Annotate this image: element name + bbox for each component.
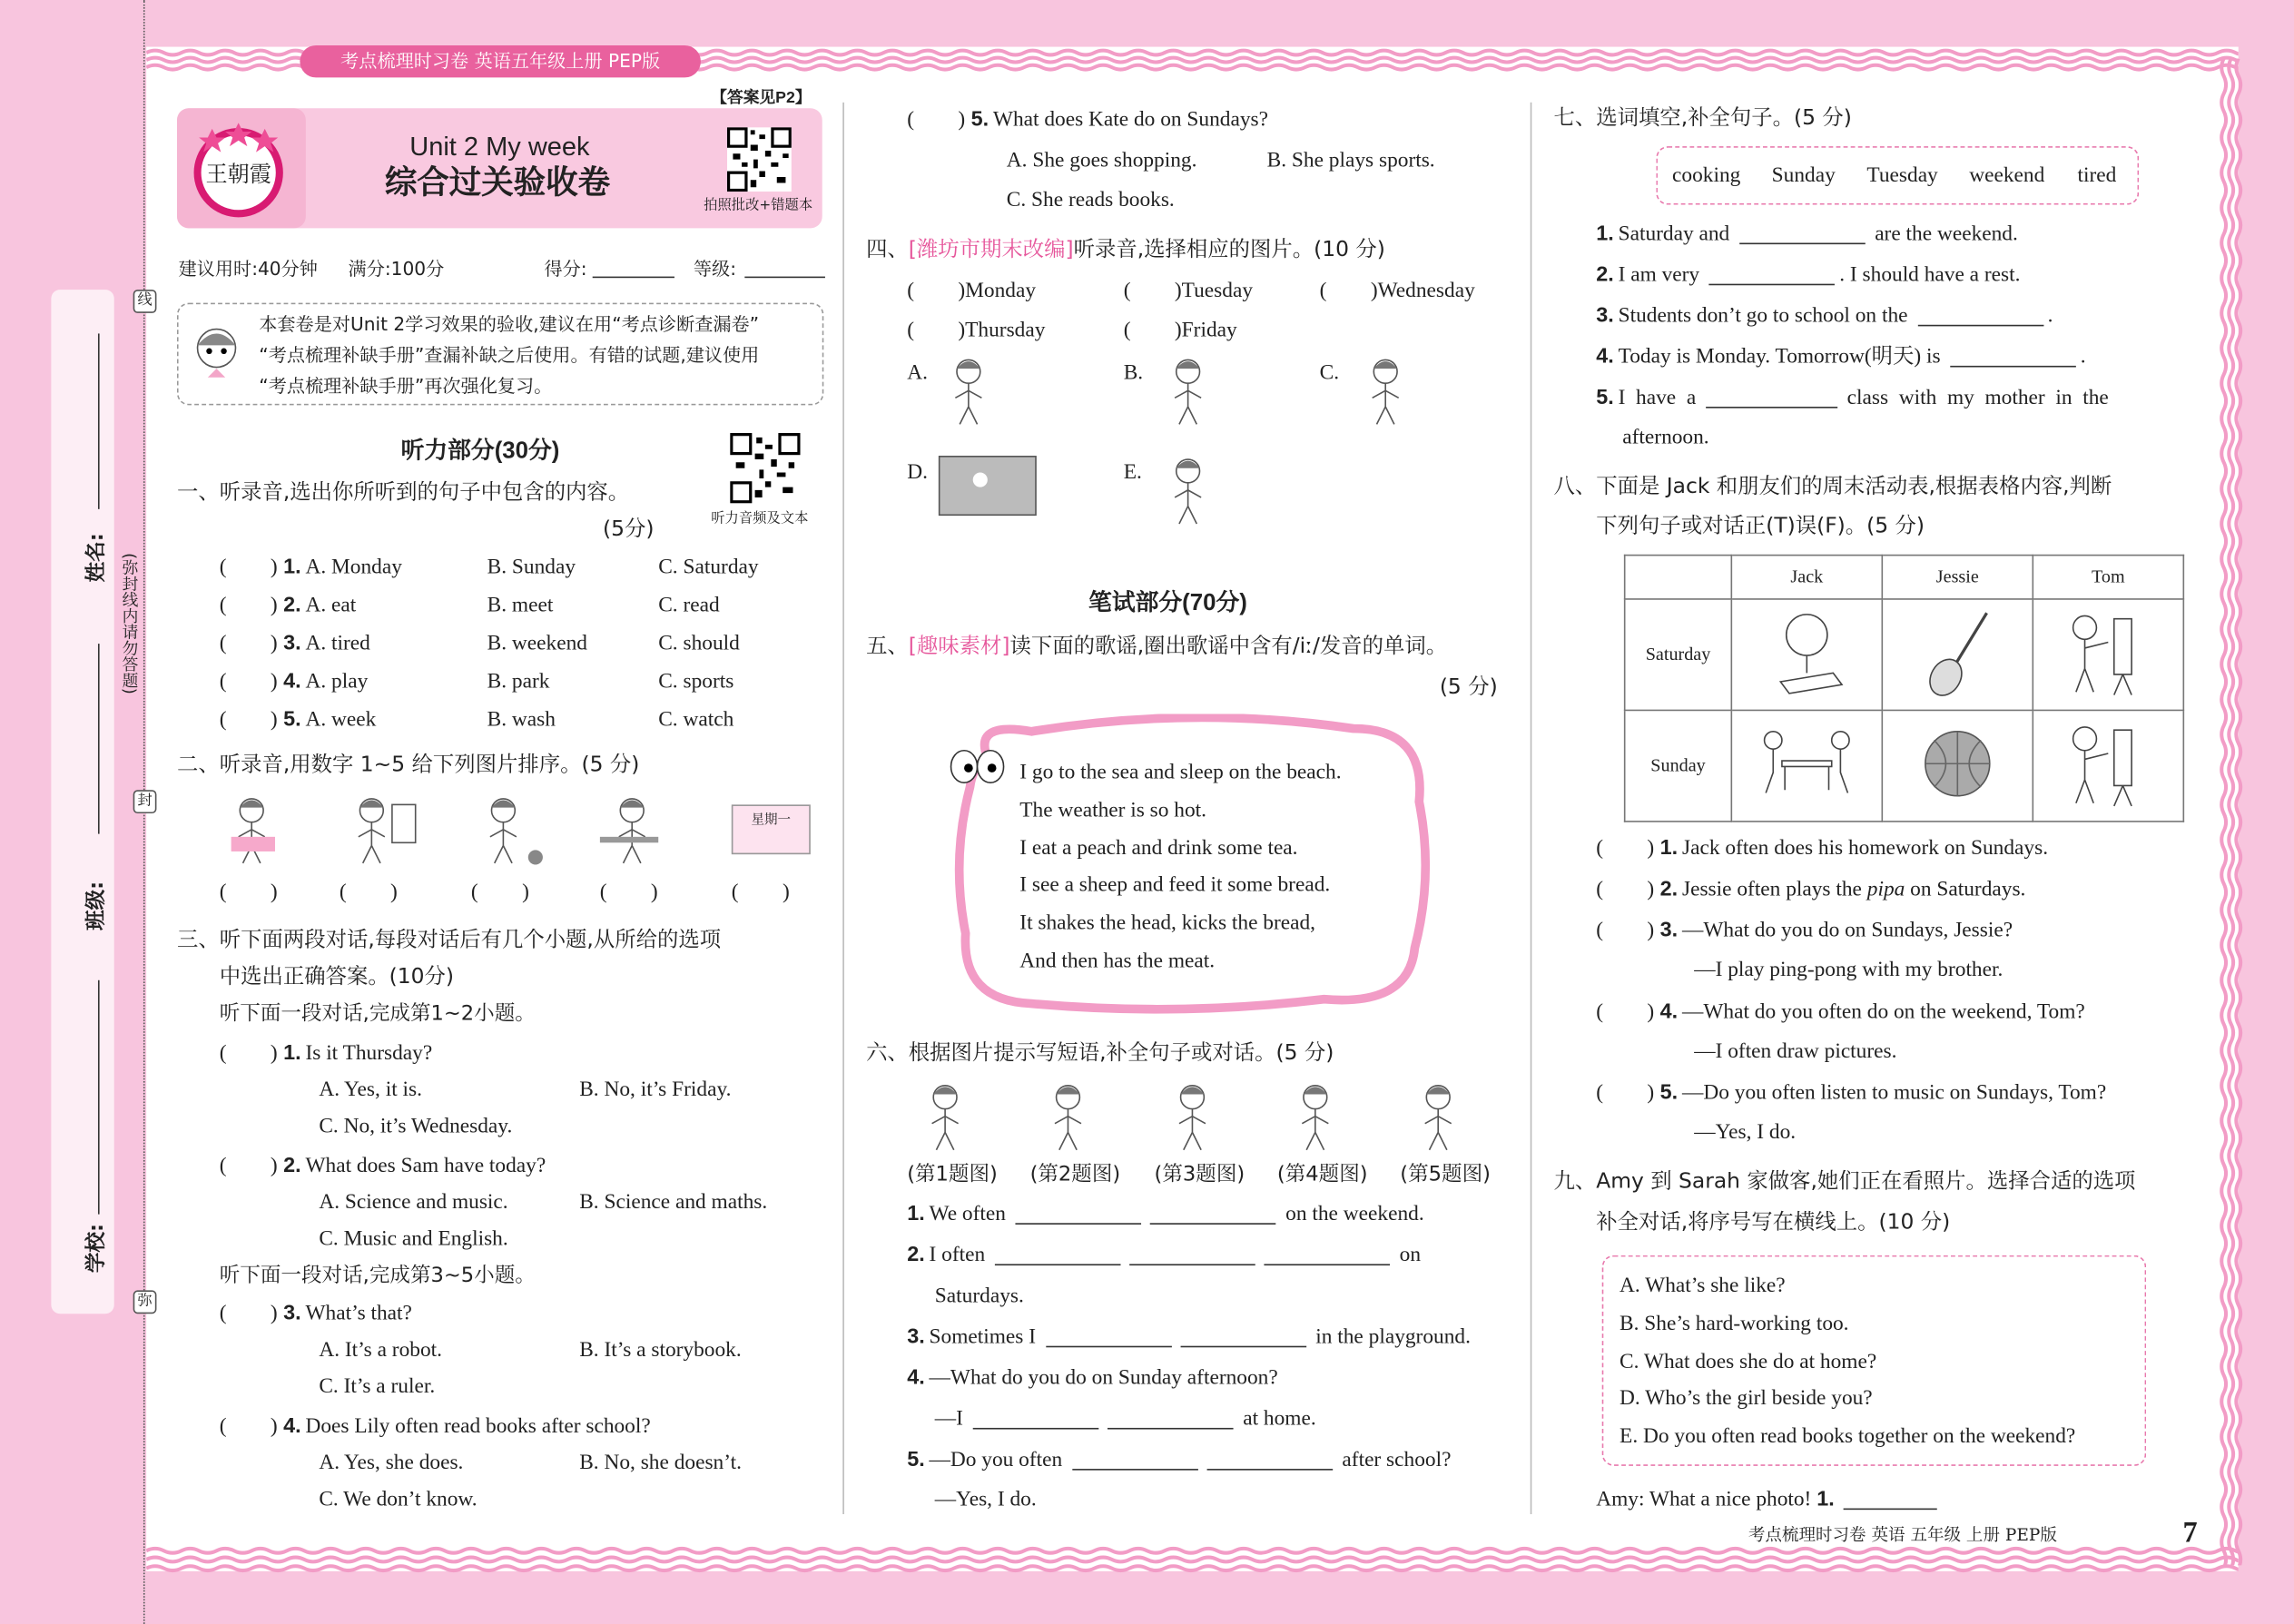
answer-blank[interactable] (1706, 386, 1837, 408)
answer-paren[interactable] (220, 631, 278, 657)
answer-paren[interactable] (600, 880, 658, 906)
school-field[interactable] (98, 980, 100, 1215)
option-b: B. wash (487, 708, 556, 732)
answer-blank[interactable] (1150, 1203, 1276, 1225)
option-b: B. No, she doesn’t. (579, 1451, 742, 1475)
name-field[interactable] (98, 333, 100, 508)
day-choice: ( )Monday (907, 278, 1036, 304)
answer-paren[interactable] (340, 880, 398, 906)
part8-title: 八、下面是 Jack 和朋友们的周末活动表,根据表格内容,判断 (1553, 475, 2112, 499)
part9-title-cont: 补全对话,将序号写在横线上。(10 分) (1596, 1211, 1951, 1235)
intro-line: “考点梳理补缺手册”再次强化复习。 (259, 374, 553, 397)
answer-paren[interactable] (220, 1040, 278, 1067)
series-banner: 考点梳理时习卷 英语五年级上册 PEP版 (300, 45, 701, 77)
picture-option (1156, 454, 1244, 537)
option-b: B. park (487, 670, 550, 694)
drawing-icon (2033, 599, 2183, 710)
answer-blank[interactable] (1016, 1203, 1142, 1225)
drawing-icon (2033, 710, 2183, 821)
wave-line (2221, 58, 2226, 1565)
picture-caption: (第5题图) (1400, 1163, 1491, 1187)
sentence: 2. I often on (907, 1243, 1422, 1267)
answer-blank[interactable] (1129, 1244, 1255, 1265)
student-info-card (51, 290, 113, 1314)
answer-paren[interactable] (1596, 835, 1654, 861)
wave-line (146, 1558, 2239, 1562)
dialog2-note: 听下面一段对话,完成第3~5小题。 (219, 1264, 536, 1288)
judge-reply: —Yes, I do. (1694, 1120, 1797, 1145)
school-label: 学校: (84, 1223, 109, 1274)
hint-picture (913, 1079, 1001, 1163)
answer-blank[interactable] (1709, 263, 1836, 285)
option-c: C. watch (658, 708, 734, 732)
option-c: C. read (658, 594, 720, 618)
day-choice: ( ) Wednesday (1320, 278, 1475, 304)
basketball-icon (1882, 710, 2033, 821)
question-row: ( )5. A. week (220, 706, 377, 733)
picture-label: B. (1123, 361, 1144, 385)
bottom-wave-border (146, 1543, 2239, 1575)
picture-girl-painting (340, 792, 428, 876)
part3-title-cont: 中选出正确答案。(10分) (219, 965, 455, 989)
order-paren (471, 880, 529, 906)
picture-label: E. (1123, 460, 1142, 485)
answer-blank[interactable] (1739, 222, 1866, 244)
option-c: C. sports (658, 670, 734, 694)
picture-caption: (第2题图) (1029, 1163, 1121, 1187)
option-a: A. She goes shopping. (1006, 149, 1197, 173)
judge-item: ( )1. Jack often does his homework on Sundays. (1596, 835, 2048, 861)
dialog-line: Amy: What a nice photo! 1. (1596, 1486, 1941, 1512)
exam-title: 综合过关验收卷 (384, 165, 611, 202)
picture-option (936, 454, 1039, 535)
answer-blank[interactable] (1917, 304, 2043, 326)
option-b: B. It’s a storybook. (579, 1338, 742, 1363)
footer-text: 考点梳理时习卷 英语 五年级 上册 PEP版 (1748, 1524, 2057, 1545)
answer-blank[interactable] (1264, 1244, 1390, 1265)
option-c: C. We don’t know. (319, 1487, 478, 1511)
answer-paren[interactable] (471, 880, 529, 906)
seal-mark: 封 (133, 790, 157, 813)
column-divider (1531, 103, 1532, 1514)
option-b: B. weekend (487, 632, 587, 655)
option-c: C. No, it’s Wednesday. (319, 1115, 513, 1138)
sentence-cont: afternoon. (1622, 425, 1709, 449)
answer-paren[interactable] (907, 278, 965, 304)
activity-icon (1156, 354, 1244, 430)
order-paren (600, 880, 658, 906)
intro-line: 本套卷是对Unit 2学习效果的验收,建议在用“考点诊断查漏卷” (259, 312, 760, 336)
option-a: A. Yes, she does. (319, 1451, 464, 1475)
row-header-saturday: Saturday (1625, 599, 1732, 710)
question-row: ( )4. A. play (220, 669, 369, 695)
col-header-jessie: Jessie (1882, 556, 2033, 599)
class-label: 班级: (84, 881, 109, 930)
qr-caption: 拍照批改+错题本 (704, 197, 813, 214)
part1-title: 一、听录音,选出你所听到的句子中包含的内容。 (177, 481, 630, 506)
wave-line (146, 1549, 2239, 1553)
picture-ping-pong (600, 792, 688, 876)
answer-paren[interactable] (220, 706, 278, 733)
part7-title: 七、选词填空,补全句子。(5 分) (1553, 106, 1852, 131)
option-a: A. Yes, it is. (319, 1078, 422, 1102)
wave-line (2236, 58, 2240, 1565)
column-divider (842, 103, 844, 1514)
part5-score: (5 分) (1439, 675, 1498, 700)
picture-option (1354, 354, 1442, 438)
dialog-option: A. What’s she like? (1620, 1274, 1786, 1298)
part9-title: 九、Amy 到 Sarah 家做客,她们正在看照片。选择合适的选项 (1553, 1170, 2136, 1195)
right-wave-border (2217, 58, 2246, 1565)
part3-title: 三、听下面两段对话,每段对话后有几个小题,从所给的选项 (177, 929, 722, 953)
listening-heading: 听力部分(30分) (400, 438, 560, 464)
answer-paren[interactable] (220, 555, 278, 581)
answer-paren[interactable] (1124, 278, 1182, 304)
hint-picture-icon (1160, 1079, 1248, 1156)
girl-cooking-icon (220, 792, 308, 869)
answer-blank[interactable] (1843, 1488, 1936, 1510)
answer-paren[interactable] (907, 318, 965, 344)
sentence: 1. Saturday and are the weekend. (1596, 221, 2018, 246)
question: ( )1. Is it Thursday? (220, 1040, 432, 1067)
name-label: 姓名: (84, 533, 109, 583)
question: ( )3. What’s that? (220, 1301, 412, 1327)
option-b: B. No, it’s Friday. (579, 1078, 732, 1102)
hint-picture-icon (1036, 1079, 1124, 1156)
poem-line: I eat a peach and drink some tea. (1019, 836, 1298, 860)
picture-label: D. (907, 460, 928, 485)
dialog-option: C. What does she do at home? (1620, 1349, 1877, 1373)
answer-paren[interactable] (220, 593, 278, 619)
seal-mark: 弥 (133, 1290, 157, 1314)
sentence-cont: —I at home. (934, 1407, 1316, 1432)
hint-picture (1160, 1079, 1248, 1163)
picture-label: C. (1319, 361, 1340, 385)
order-paren (220, 880, 278, 906)
dialog-option: D. Who’s the girl beside you? (1620, 1387, 1873, 1412)
boy-football-icon (471, 792, 559, 869)
dialog-option: E. Do you often read books together on the weekend? (1620, 1425, 2076, 1449)
option-b: B. Sunday (487, 556, 576, 580)
activity-icon (1156, 454, 1244, 530)
ping-pong-icon (600, 792, 688, 869)
answer-paren[interactable] (1124, 318, 1182, 344)
sentence: 3. Students don’t go to school on the . (1596, 304, 2053, 328)
part8-title-cont: 下列句子或对话正(T)误(F)。(5 分) (1596, 515, 1925, 539)
question: ( )5. What does Kate do on Sundays? (907, 107, 1268, 133)
picture-girl-cooking (220, 792, 308, 876)
question-row: ( )1. A. Monday (220, 555, 402, 581)
question-row: ( )3. A. tired (220, 631, 370, 657)
brand-logo (177, 108, 306, 228)
word-option: cooking (1672, 163, 1741, 188)
pipa-icon (1882, 599, 2033, 710)
judge-reply: —I play ping-pong with my brother. (1694, 958, 2004, 982)
grade-field[interactable] (744, 256, 825, 278)
calendar-icon: 星期一 (732, 804, 811, 854)
option-c: C. Music and English. (319, 1227, 508, 1251)
order-paren (732, 880, 790, 906)
suggested-time: 建议用时:40分钟 (178, 257, 318, 280)
word-option: weekend (1969, 163, 2045, 188)
dialog1-note: 听下面一段对话,完成第1~2小题。 (219, 1001, 536, 1026)
poem-line: I go to the sea and sleep on the beach. (1019, 761, 1342, 784)
picture-caption: (第4题图) (1276, 1163, 1368, 1187)
score-field[interactable] (593, 256, 674, 278)
answer-paren[interactable] (220, 880, 278, 906)
judge-item: ( )4. —What do you often do on the weekend, Tom? (1596, 999, 2085, 1026)
sentence: 5. I have a class with my mother in the (1596, 386, 2109, 410)
hint-picture-icon (1283, 1079, 1371, 1156)
answer-blank[interactable] (1108, 1407, 1234, 1429)
option-a: A. Science and music. (319, 1190, 508, 1215)
activity-table (1624, 555, 2184, 822)
girl-painting-icon (340, 792, 428, 869)
answer-paren[interactable] (220, 669, 278, 695)
word-option: Tuesday (1866, 163, 1938, 188)
unit-title: Unit 2 My week (409, 132, 590, 162)
row-header-sunday: Sunday (1625, 710, 1732, 821)
audio-qr-caption: 听力音频及文本 (711, 510, 809, 527)
answer-paren[interactable] (1596, 917, 1654, 943)
class-field[interactable] (98, 644, 100, 834)
answer-paren[interactable] (220, 1301, 278, 1327)
answer-blank[interactable] (1046, 1325, 1172, 1347)
sentence: 3. Sometimes I in the playground. (907, 1325, 1471, 1349)
answer-paren[interactable] (1596, 1079, 1654, 1106)
option-c: C. She reads books. (1006, 188, 1175, 212)
option-b: B. Science and maths. (579, 1190, 768, 1215)
sentence: 4. Today is Monday. Tomorrow(明天) is . (1596, 345, 2086, 369)
answer-blank[interactable] (1072, 1448, 1198, 1470)
judge-item: ( )5. —Do you often listen to music on Sundays, Tom? (1596, 1079, 2106, 1106)
day-choice: ( ) Tuesday (1124, 278, 1253, 304)
poem-line: And then has the meat. (1019, 949, 1216, 973)
sentence-cont: Saturdays. (934, 1284, 1024, 1308)
hint-picture (1036, 1079, 1124, 1163)
answer-ref: 【答案见P2】 (711, 89, 812, 107)
wave-line (2229, 58, 2233, 1565)
seal-mark: 线 (133, 290, 157, 313)
answer-blank[interactable] (1180, 1325, 1306, 1347)
answer-paren[interactable] (1596, 999, 1654, 1026)
grade-label: 等级: (693, 257, 736, 280)
answer-paren[interactable] (1320, 278, 1378, 304)
sentence: 4. —What do you do on Sunday afternoon? (907, 1366, 1278, 1391)
qr-code-icon[interactable] (727, 127, 792, 199)
day-choice: ( )Thursday (907, 318, 1045, 344)
seal-note: (弥封线内请勿答题) (120, 553, 140, 694)
day-choice: ( ) Friday (1124, 318, 1237, 344)
answer-paren[interactable] (220, 1153, 278, 1179)
hint-picture (1283, 1079, 1371, 1163)
question-row: ( )2. A. eat (220, 593, 357, 619)
intro-line: “考点梳理补缺手册”查漏补缺之后使用。有错的试题,建议使用 (259, 343, 760, 366)
poem-line: I see a sheep and feed it some bread. (1019, 873, 1331, 898)
answer-paren[interactable] (220, 1413, 278, 1440)
answer-blank[interactable] (1206, 1448, 1333, 1470)
answer-blank[interactable] (1950, 345, 2076, 367)
answer-paren[interactable] (732, 880, 790, 906)
option-b: B. She plays sports. (1266, 149, 1435, 173)
col-header-jack: Jack (1731, 556, 1882, 599)
option-a: A. It’s a robot. (319, 1338, 442, 1363)
picture-option (936, 354, 1024, 438)
option-c: C. It’s a ruler. (319, 1374, 436, 1399)
picture-label: A. (907, 361, 928, 385)
wave-line (146, 1566, 2239, 1570)
judge-item: ( )2. Jessie often plays the pipa on Saturdays. (1596, 876, 2025, 902)
poem-line: The weather is so hot. (1019, 798, 1207, 822)
part1-score: (5分) (602, 517, 655, 542)
blackboard-icon (936, 454, 1039, 527)
word-option: tired (2077, 163, 2117, 188)
option-b: B. meet (487, 594, 554, 618)
score-label: 得分: (544, 257, 587, 280)
answer-paren[interactable] (907, 107, 965, 133)
col-header-tom: Tom (2033, 556, 2183, 599)
dialog-option: B. She’s hard-working too. (1620, 1312, 1849, 1336)
sentence: 1. We often on the weekend. (907, 1202, 1424, 1226)
part2-title: 二、听录音,用数字 1~5 给下列图片排序。(5 分) (177, 753, 640, 777)
activity-icon (936, 354, 1024, 430)
picture-boy-football (471, 792, 559, 876)
page-number: 7 (2182, 1517, 2198, 1550)
question: ( )2. What does Sam have today? (220, 1153, 546, 1179)
answer-paren[interactable] (1596, 876, 1654, 902)
part4-title: 四、[潍坊市期末改编]听录音,选择相应的图片。(10 分) (866, 238, 1385, 262)
word-option: Sunday (1771, 163, 1836, 188)
option-c: C. should (658, 632, 740, 655)
order-paren (340, 880, 398, 906)
judge-item: ( )3. —What do you do on Sundays, Jessie? (1596, 917, 2013, 943)
sentence: 2. I am very . I should have a rest. (1596, 263, 2021, 287)
ping-pong-icon (1731, 710, 1882, 821)
answer-blank[interactable] (995, 1244, 1121, 1265)
audio-qr-code-icon[interactable] (730, 433, 800, 510)
sentence: 5. —Do you often after school? (907, 1448, 1452, 1472)
part5-title: 五、[趣味素材]读下面的歌谣,圈出歌谣中含有/iː/发音的单词。 (866, 635, 1448, 659)
hint-picture-icon (913, 1079, 1001, 1156)
activity-icon (1354, 354, 1442, 430)
picture-caption: (第3题图) (1154, 1163, 1245, 1187)
hint-picture (1406, 1079, 1494, 1163)
full-score: 满分:100分 (348, 257, 445, 280)
picture-option (1156, 354, 1244, 438)
girl-avatar-icon (187, 319, 245, 399)
sentence-cont: —Yes, I do. (934, 1487, 1037, 1511)
logo-text: 王朝霞 (205, 161, 271, 187)
question: ( )4. Does Lily often read books after school? (220, 1413, 651, 1440)
judge-reply: —I often draw pictures. (1694, 1039, 1897, 1064)
poem-line: It shakes the head, kicks the bread, (1019, 911, 1316, 936)
homework-icon (1731, 599, 1882, 710)
hint-picture-icon (1406, 1079, 1494, 1156)
writing-heading: 笔试部分(70分) (1088, 591, 1247, 616)
answer-blank[interactable] (973, 1407, 1099, 1429)
part6-title: 六、根据图片提示写短语,补全句子或对话。(5 分) (866, 1041, 1334, 1066)
option-c: C. Saturday (658, 556, 759, 580)
picture-caption: (第1题图) (907, 1163, 998, 1187)
